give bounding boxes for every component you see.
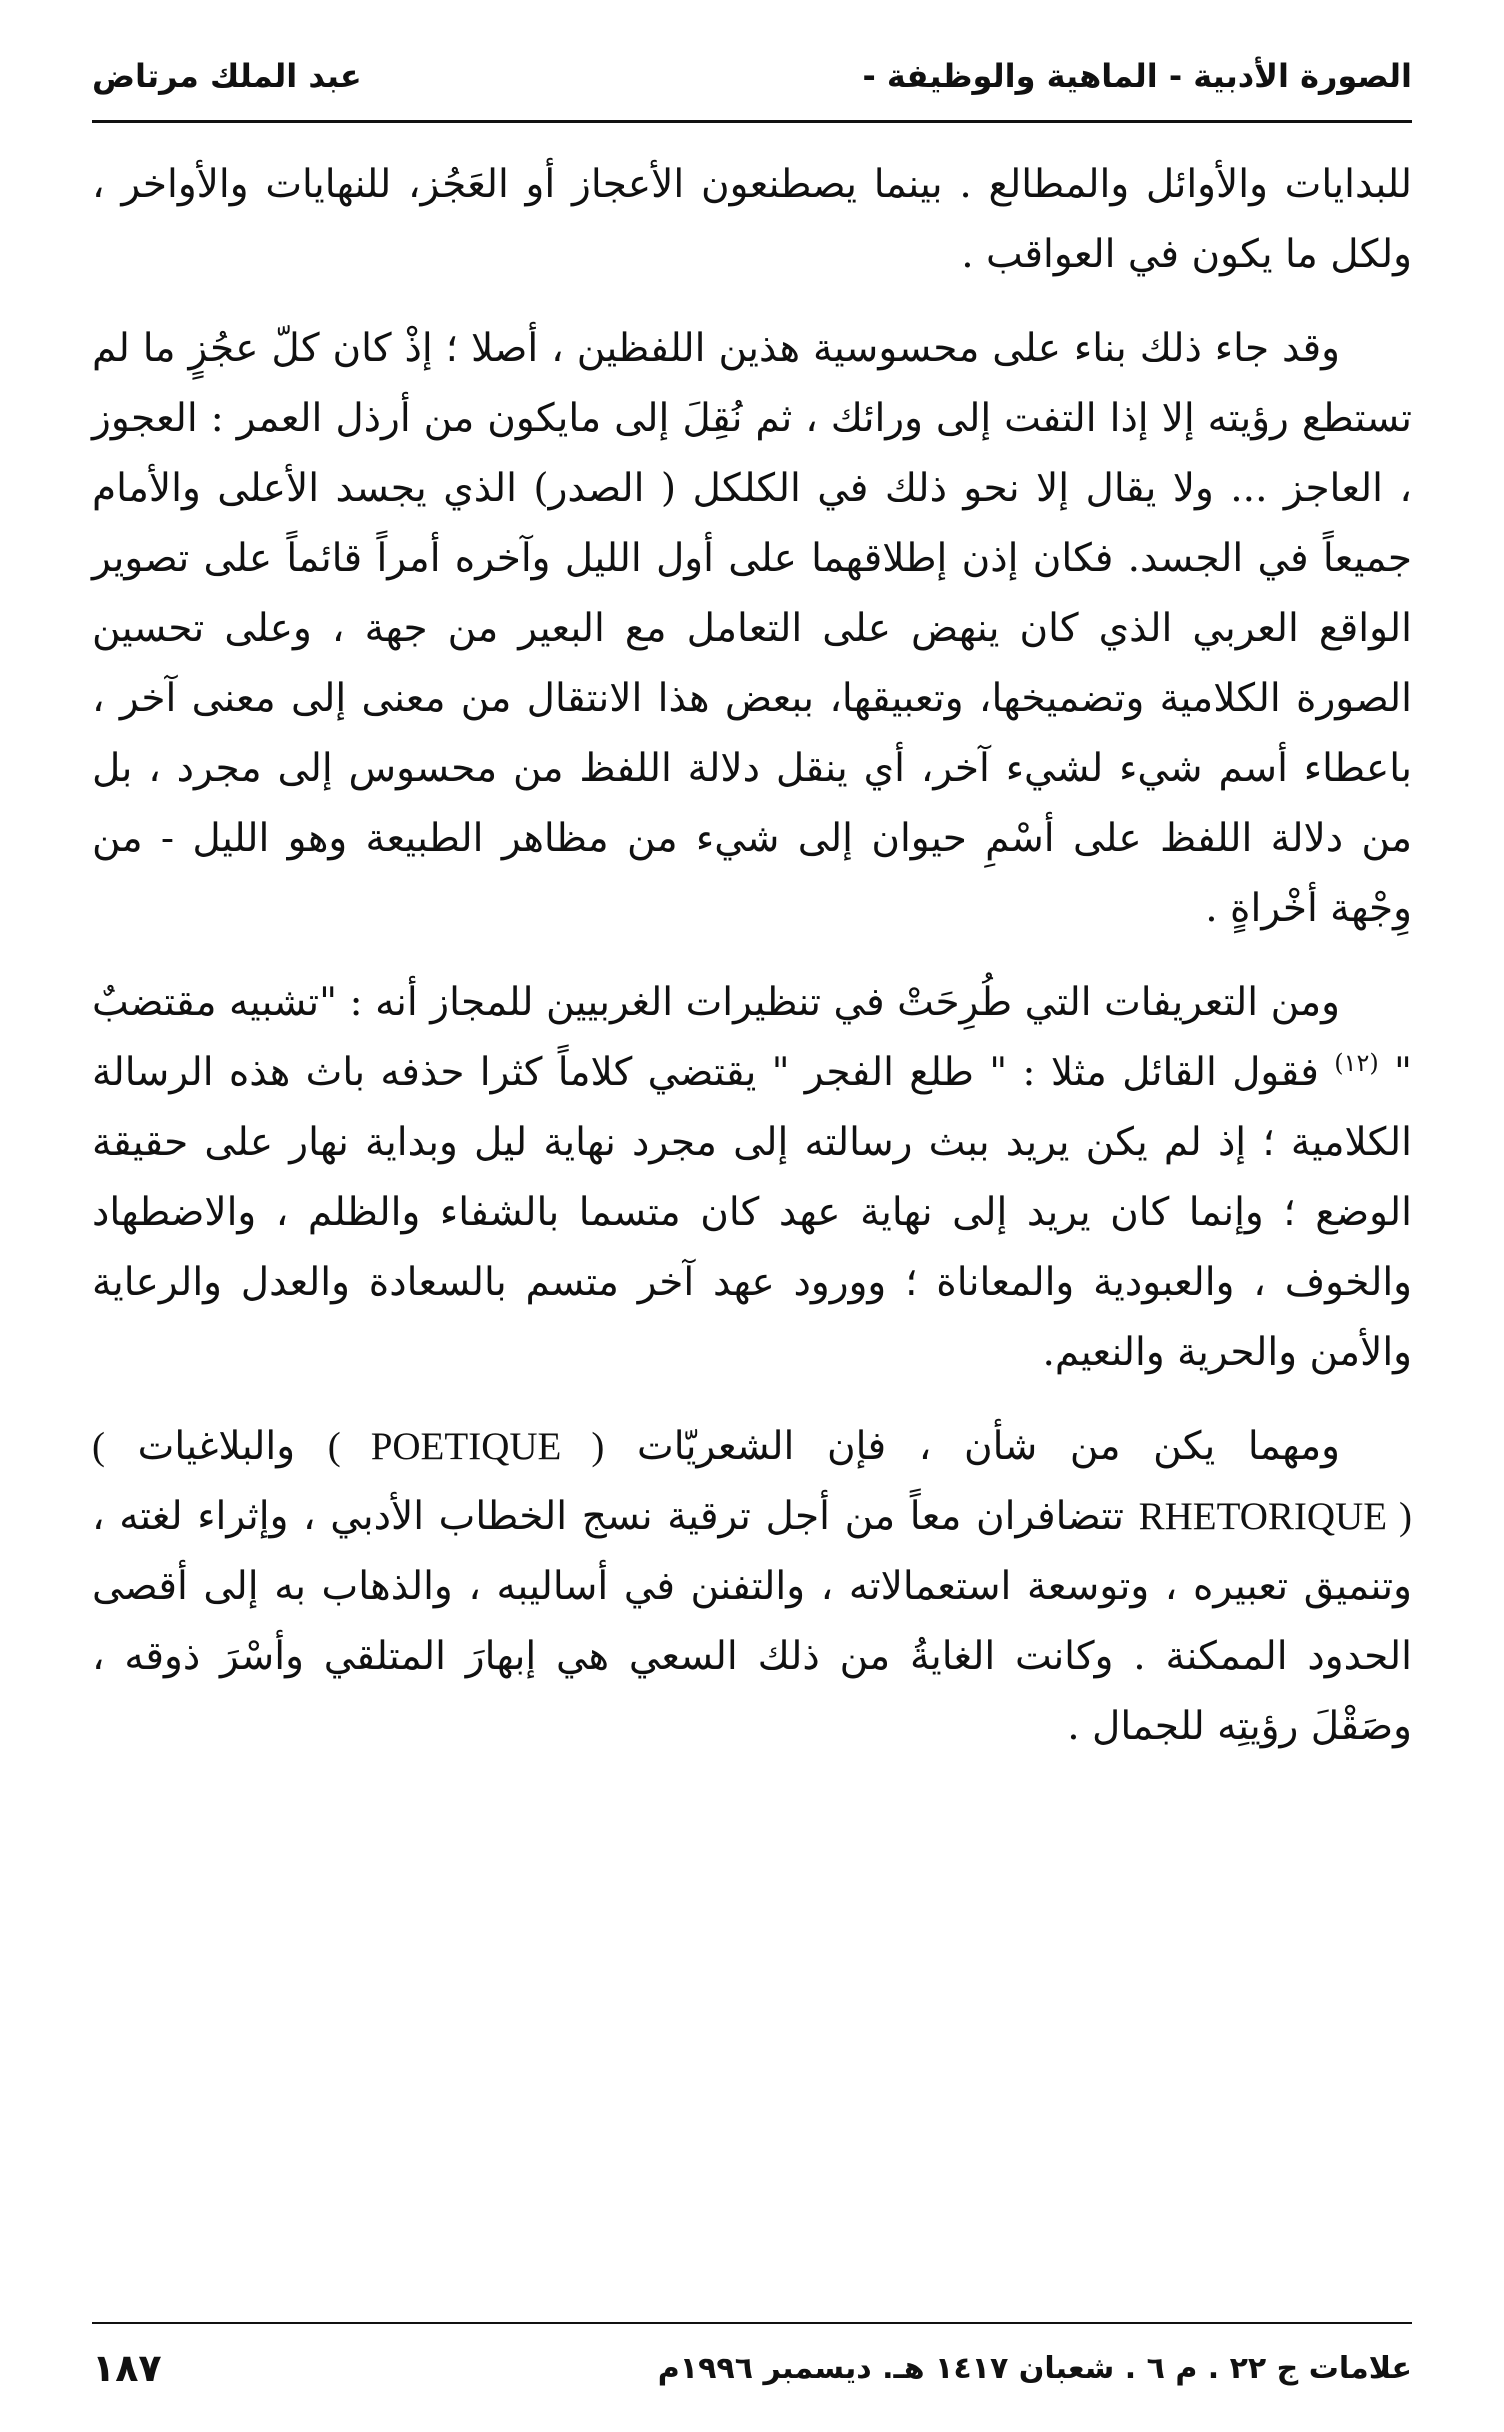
paragraph-1: للبدايات والأوائل والمطالع . بينما يصطنعون الأعجاز أو العَجُز، للنهايات والأواخر ، ولكل ما يكون في العواقب . xyxy=(92,162,1412,277)
term-poetique: ( POETIQUE ) xyxy=(327,1425,605,1468)
paragraph-3-text-b: فقول القائل مثلا : " طلع الفجر " يقتضي كلاماً كثرا حذفه باث هذه الرسالة الكلامية ؛ إذ لم يكن يريد ببث رسالته إلى مجرد نهاية ليل وبداية نهار على حقيقة الوضع ؛ وإنما كان يريد إلى نهاية عهد كان متسما بالشفاء والظلم ، والاضطهاد والخوف ، والعبودية والمعاناة ؛ وورود عهد آخر متسم بالسعادة والعدل والرعاية والأمن والحرية والنعيم. xyxy=(92,1050,1412,1375)
term-rhetorique: ( RHETORIQUE ) xyxy=(92,1425,1413,1538)
header-divider xyxy=(92,120,1412,123)
paragraph-4-text-b: والبلاغيات xyxy=(137,1424,296,1469)
author-name: عبد الملك مرتاض xyxy=(92,57,362,95)
page-number: ١٨٧ xyxy=(92,2346,162,2390)
running-title: الصورة الأدبية - الماهية والوظيفة - xyxy=(862,57,1412,95)
article-body xyxy=(92,150,1412,1786)
page-header xyxy=(92,46,1412,106)
paragraph-3 xyxy=(92,968,1412,1388)
paragraph-3-text-a: ومن التعريفات التي طُرِحَتْ في تنظيرات الغربيين للمجاز أنه : "تشبيه مقتضبٌ " xyxy=(92,980,1412,1095)
paragraph-4-text-c: تتضافران معاً من أجل ترقية نسج الخطاب الأدبي ، وإثراء لغته ، وتنميق تعبيره ، وتوسعة استعمالاته ، والتفنن في أساليبه ، والذهاب به إلى أقصى الحدود الممكنة . وكانت الغايةُ من ذلك السعي هي إبهارَ المتلقي وأسْرَ ذوقه ، وصَقْلَ رؤيتِه للجمال . xyxy=(92,1494,1412,1749)
page-footer xyxy=(92,2340,1412,2396)
journal-citation: علامات ج ٢٢ . م ٦ . شعبان ١٤١٧ هـ. ديسمبر ١٩٩٦م xyxy=(657,2350,1412,2386)
paragraph-4-text-a: ومهما يكن من شأن ، فإن الشعريّات xyxy=(637,1424,1341,1469)
paragraph-2: وقد جاء ذلك بناء على محسوسية هذين اللفظين ، أصلا ؛ إذْ كان كلّ عجُزٍ ما لم تستطع رؤيته إلا إذا التفت إلى ورائك ، ثم نُقِلَ إلى مايكون من أرذل العمر : العجوز ، العاجز ... ولا يقال إلا نحو ذلك في الكلكل ( الصدر) الذي يجسد الأعلى والأمام جميعاً في الجسد. فكان إذن إطلاقهما على أول الليل وآخره أمراً قائماً على تصوير الواقع العربي الذي كان ينهض على التعامل مع البعير من جهة ، وعلى تحسين الصورة الكلامية وتضميخها، وتعبيقها، ببعض هذا الانتقال من معنى إلى معنى آخر ، باعطاء أسم شيء لشيء آخر، أي ينقل دلالة اللفظ من محسوس إلى مجرد ، بل من دلالة اللفظ على أسْمِ حيوان إلى شيء من مظاهر الطبيعة وهو الليل - من وِجْهة أخْراةٍ . xyxy=(92,326,1412,931)
paragraph-4 xyxy=(92,1412,1412,1762)
footer-divider xyxy=(92,2322,1412,2324)
footnote-reference: (١٢) xyxy=(1334,1049,1379,1077)
